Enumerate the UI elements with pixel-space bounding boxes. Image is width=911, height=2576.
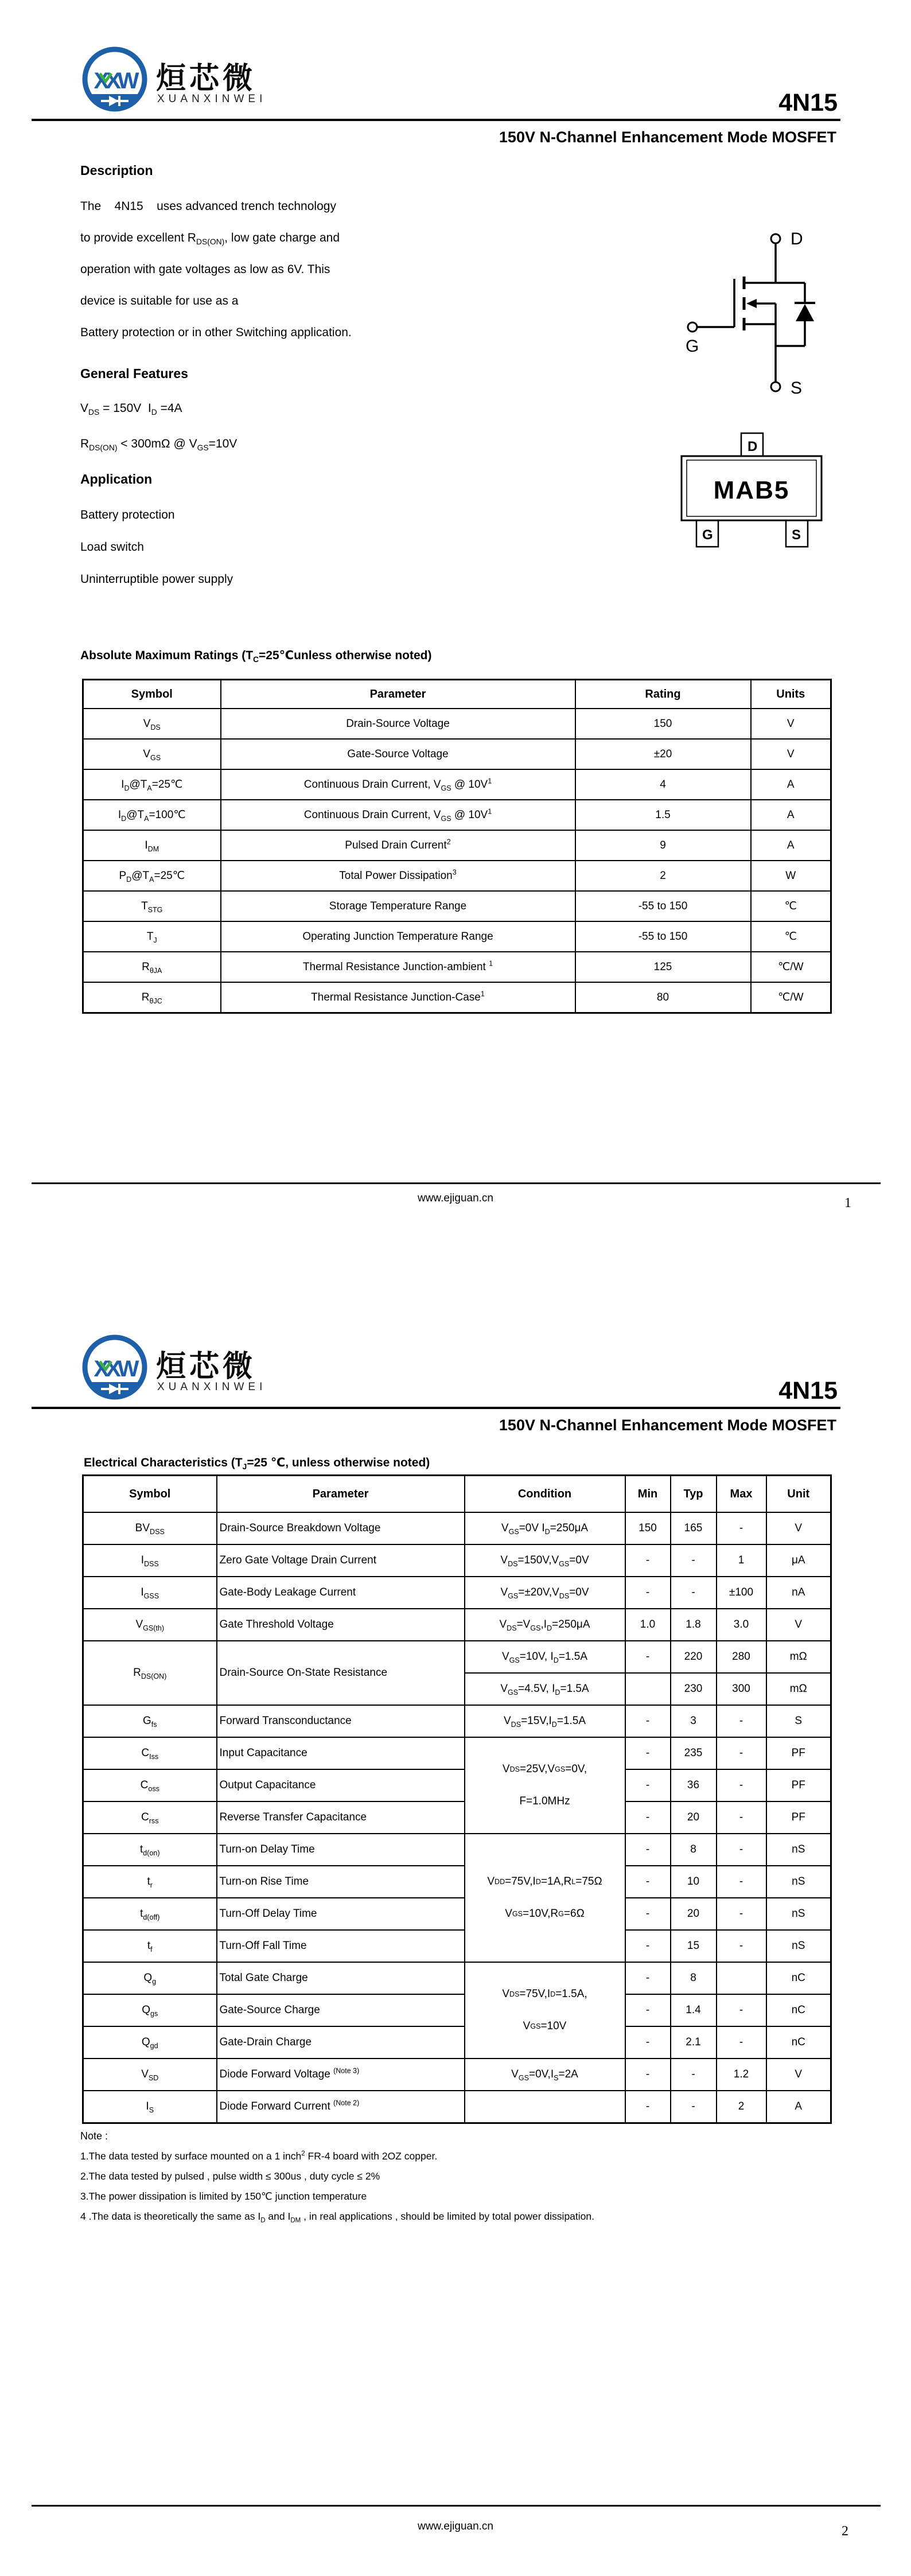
cell-typ: 20 <box>671 1801 717 1834</box>
notes-heading: Note : <box>80 2130 108 2142</box>
cell-max: - <box>717 1512 766 1544</box>
cell-max: - <box>717 1769 766 1801</box>
cell-symbol: $I_{GSS}$ <box>83 1577 217 1609</box>
table-row <box>83 1737 831 1769</box>
cell-symbol: $I_S$ <box>83 2091 217 2123</box>
cell-typ: 8 <box>671 1962 717 1994</box>
table-row <box>83 1834 831 1866</box>
cell-min: 150 <box>625 1512 671 1544</box>
cell-typ: 2.1 <box>671 2026 717 2059</box>
cell-condition <box>465 1834 625 1962</box>
feature-line: $R_{DS(ON)} < 300m\Omega$ @ $V_{GS}=10V$ <box>80 437 238 453</box>
cell-rating: 2 <box>575 861 751 891</box>
logo-text: XXW <box>94 1356 136 1382</box>
cell-parameter: Output Capacitance <box>217 1769 465 1801</box>
table-row <box>83 769 831 800</box>
cell-condition: $V_{DS}=15V,I_D=1.5A$ <box>465 1705 625 1737</box>
cell-max: - <box>717 2026 766 2059</box>
cell-min: - <box>625 1834 671 1866</box>
cell-units: A <box>751 830 831 861</box>
cell-max: - <box>717 1898 766 1930</box>
cell-parameter: Storage Temperature Range <box>221 891 575 921</box>
description-heading: Description <box>80 163 153 178</box>
cell-unit: PF <box>766 1801 831 1834</box>
cell-max: - <box>717 1994 766 2026</box>
cell-symbol: $V_{DS}$ <box>83 709 221 739</box>
cell-rating: -55 to 150 <box>575 921 751 952</box>
cell-symbol: $V_{GS(th)}$ <box>83 1609 217 1641</box>
cell-max: 280 <box>717 1641 766 1673</box>
cell-max: 3.0 <box>717 1609 766 1641</box>
note-item: 1.The data tested by surface mounted on a 1 inch$^2$ FR-4 board with 2OZ copper. <box>80 2150 438 2162</box>
table-row <box>83 1769 831 1801</box>
datasheet-page-2 <box>0 1288 911 2576</box>
cell-typ: 20 <box>671 1898 717 1930</box>
cell-max: - <box>717 1866 766 1898</box>
cell-rating: ±20 <box>575 739 751 769</box>
cell-symbol: $C_{rss}$ <box>83 1801 217 1834</box>
cell-parameter: Diode Forward Voltage $^{(Note 3)}$ <box>217 2059 465 2091</box>
cell-rating: 9 <box>575 830 751 861</box>
page-number: 1 <box>844 1196 851 1211</box>
abs-max-title: Absolute Maximum Ratings ($T_C=25℃unless$ otherwise noted) <box>80 649 432 664</box>
cell-typ: 220 <box>671 1641 717 1673</box>
footer-url: www.ejiguan.cn <box>417 2520 494 2532</box>
general-features-heading: General Features <box>80 366 188 381</box>
elec-header-row <box>83 1476 831 1513</box>
package-diagram <box>680 432 823 550</box>
feature-line: $V_{DS} = 150V$ $I_D =4A$ <box>80 402 182 417</box>
cell-units: V <box>751 739 831 769</box>
application-heading: Application <box>80 472 153 487</box>
footer-url: www.ejiguan.cn <box>417 1192 494 1204</box>
application-item: Load switch <box>80 540 144 554</box>
cell-typ: 36 <box>671 1769 717 1801</box>
cell-parameter: Input Capacitance <box>217 1737 465 1769</box>
cell-parameter: Gate-Source Voltage <box>221 739 575 769</box>
description-line: operation with gate voltages as low as 6V. This <box>80 263 330 276</box>
cell-typ: 235 <box>671 1737 717 1769</box>
cell-unit: PF <box>766 1769 831 1801</box>
column-header: Unit <box>766 1476 831 1513</box>
cell-symbol: $I_D@T_A=25℃$ <box>83 769 221 800</box>
general-features-section <box>80 402 237 473</box>
table-row <box>83 1609 831 1641</box>
cell-min: - <box>625 1866 671 1898</box>
brand-logo <box>80 45 149 115</box>
cell-parameter: Diode Forward Current $^{(Note 2)}$ <box>217 2091 465 2123</box>
terminal-label-drain: D <box>791 229 803 248</box>
cell-min: - <box>625 1930 671 1962</box>
cell-min: - <box>625 1994 671 2026</box>
cell-condition: $V_{GS}=\pm 20V,V_{DS}=0V$ <box>465 1577 625 1609</box>
table-row <box>83 739 831 769</box>
table-row <box>83 891 831 921</box>
cell-parameter: Total Gate Charge <box>217 1962 465 1994</box>
table-row <box>83 1866 831 1898</box>
cell-min: - <box>625 1898 671 1930</box>
cell-parameter: Gate-Body Leakage Current <box>217 1577 465 1609</box>
cell-rating: 150 <box>575 709 751 739</box>
cell-symbol: $I_D@T_A=100℃$ <box>83 800 221 830</box>
cell-units: V <box>751 709 831 739</box>
brand-logo <box>80 1333 149 1403</box>
cell-parameter: Continuous Drain Current, $V_{GS}$ @ $10V^1$ <box>221 769 575 800</box>
cell-unit: nS <box>766 1834 831 1866</box>
elec-char-table <box>82 1474 832 2124</box>
cell-rating: 1.5 <box>575 800 751 830</box>
terminal-label-gate: G <box>686 337 699 356</box>
cell-min: - <box>625 1737 671 1769</box>
cell-symbol: $R_{\theta JC}$ <box>83 982 221 1013</box>
column-header: Parameter <box>217 1476 465 1513</box>
table-row <box>83 1577 831 1609</box>
cell-typ: - <box>671 1544 717 1577</box>
condition-line: V GS =10V,R G =6Ω <box>505 1908 585 1920</box>
application-item: Battery protection <box>80 508 175 522</box>
cell-max: - <box>717 1705 766 1737</box>
cell-min: - <box>625 2091 671 2123</box>
brand-name-cn: 烜芯微 <box>156 62 256 95</box>
condition-line: F=1.0MHz <box>519 1795 570 1807</box>
condition-line: V GS =10V <box>523 2020 567 2032</box>
cell-unit: μA <box>766 1544 831 1577</box>
cell-min: - <box>625 1577 671 1609</box>
table-row <box>83 982 831 1013</box>
table-row <box>83 1801 831 1834</box>
cell-symbol: $I_{DM}$ <box>83 830 221 861</box>
cell-unit: V <box>766 2059 831 2091</box>
cell-parameter: Reverse Transfer Capacitance <box>217 1801 465 1834</box>
cell-typ: - <box>671 1577 717 1609</box>
column-header: Symbol <box>83 1476 217 1513</box>
cell-symbol: $t_{d(on)}$ <box>83 1834 217 1866</box>
cell-min <box>625 1673 671 1705</box>
package-pin-label-g: G <box>702 527 713 543</box>
cell-condition <box>465 2091 625 2123</box>
cell-parameter: Drain-Source Voltage <box>221 709 575 739</box>
elec-char-title: Electrical Characteristics ($T_J=25$ ℃, unless otherwise noted) <box>84 1456 430 1472</box>
cell-rating: 125 <box>575 952 751 982</box>
cell-unit: nC <box>766 1962 831 1994</box>
cell-units: ℃ <box>751 921 831 952</box>
cell-condition: $V_{GS}=4.5V$, $I_D=1.5A$ <box>465 1673 625 1705</box>
cell-typ: 230 <box>671 1673 717 1705</box>
cell-unit: nA <box>766 1577 831 1609</box>
cell-unit: V <box>766 1512 831 1544</box>
condition-line: V DD =75V,I D =1A,R L =75Ω <box>487 1875 602 1888</box>
brand-name-cn: 烜芯微 <box>156 1350 256 1383</box>
cell-condition: $V_{GS}=10V$, $I_D=1.5A$ <box>465 1641 625 1673</box>
cell-min: - <box>625 1641 671 1673</box>
cell-unit: mΩ <box>766 1641 831 1673</box>
cell-min: - <box>625 1769 671 1801</box>
mosfet-symbol-diagram <box>680 228 829 400</box>
cell-parameter: Gate-Drain Charge <box>217 2026 465 2059</box>
abs-max-table-body <box>83 709 831 1013</box>
cell-symbol: $V_{SD}$ <box>83 2059 217 2091</box>
column-header: Units <box>751 680 831 709</box>
package-pin-label-s: S <box>792 527 801 543</box>
note-item: 3.The power dissipation is limited by 150℃ junction temperature <box>80 2190 367 2202</box>
column-header: Max <box>717 1476 766 1513</box>
package-pin-label-d: D <box>748 439 758 454</box>
column-header: Rating <box>575 680 751 709</box>
cell-min: - <box>625 1962 671 1994</box>
cell-parameter: Pulsed Drain Current$^2$ <box>221 830 575 861</box>
cell-symbol: $C_{oss}$ <box>83 1769 217 1801</box>
description-line: device is suitable for use as a <box>80 294 239 308</box>
cell-max: 1.2 <box>717 2059 766 2091</box>
cell-rating: -55 to 150 <box>575 891 751 921</box>
notes-section <box>80 2130 594 2223</box>
mosfet-arrow-icon <box>746 299 757 308</box>
cell-min: - <box>625 1801 671 1834</box>
cell-symbol: $C_{Iss}$ <box>83 1737 217 1769</box>
cell-units: A <box>751 769 831 800</box>
body-diode-icon <box>796 304 814 321</box>
cell-parameter: Gate-Source Charge <box>217 1994 465 2026</box>
cell-units: ℃ <box>751 891 831 921</box>
cell-unit: nS <box>766 1866 831 1898</box>
table-row <box>83 830 831 861</box>
cell-parameter: Thermal Resistance Junction-ambient $^1$ <box>221 952 575 982</box>
cell-symbol: $Q_{gd}$ <box>83 2026 217 2059</box>
cell-unit: S <box>766 1705 831 1737</box>
cell-min: - <box>625 2026 671 2059</box>
brand-name-en: XUANXINWEI <box>157 1381 267 1393</box>
footer-rule <box>32 2505 881 2507</box>
cell-condition: $V_{DS}=V_{GS},I_D=250\mu A$ <box>465 1609 625 1641</box>
footer-rule <box>32 1182 881 1184</box>
cell-units: A <box>751 800 831 830</box>
description-section <box>80 200 352 357</box>
table-row <box>83 2059 831 2091</box>
cell-symbol: $t_f$ <box>83 1930 217 1962</box>
abs-max-header-row <box>83 680 831 709</box>
cell-symbol: $T_{STG}$ <box>83 891 221 921</box>
cell-symbol: $Q_{gs}$ <box>83 1994 217 2026</box>
table-row <box>83 921 831 952</box>
application-item: Uninterruptible power supply <box>80 573 233 586</box>
cell-unit: PF <box>766 1737 831 1769</box>
cell-typ: 8 <box>671 1834 717 1866</box>
cell-unit: nS <box>766 1930 831 1962</box>
cell-max: - <box>717 1834 766 1866</box>
cell-parameter: Zero Gate Voltage Drain Current <box>217 1544 465 1577</box>
description-line: The 4N15 uses advanced trench technology <box>80 200 336 213</box>
cell-condition: $V_{GS}=0V$ $I_D=250\mu A$ <box>465 1512 625 1544</box>
column-header: Typ <box>671 1476 717 1513</box>
cell-min: - <box>625 1705 671 1737</box>
cell-typ: - <box>671 2059 717 2091</box>
cell-unit: A <box>766 2091 831 2123</box>
cell-units: ℃/W <box>751 982 831 1013</box>
cell-condition: $V_{DS}=150V,V_{GS}=0V$ <box>465 1544 625 1577</box>
cell-rating: 4 <box>575 769 751 800</box>
cell-typ: 1.4 <box>671 1994 717 2026</box>
cell-parameter: Continuous Drain Current, $V_{GS}$ @ $10V^1$ <box>221 800 575 830</box>
cell-unit: nS <box>766 1898 831 1930</box>
cell-parameter: Total Power Dissipation$^3$ <box>221 861 575 891</box>
table-row <box>83 2026 831 2059</box>
table-row <box>83 1994 831 2026</box>
cell-parameter: Turn-on Delay Time <box>217 1834 465 1866</box>
part-subtitle: 150V N-Channel Enhancement Mode MOSFET <box>499 129 836 146</box>
cell-max: 1 <box>717 1544 766 1577</box>
cell-condition <box>465 1737 625 1834</box>
table-row <box>83 709 831 739</box>
cell-condition <box>465 1962 625 2059</box>
cell-symbol: $I_{DSS}$ <box>83 1544 217 1577</box>
condition-line: V DS =25V,V GS =0V, <box>502 1763 587 1775</box>
cell-unit: nC <box>766 2026 831 2059</box>
description-line: Battery protection or in other Switching application. <box>80 326 352 339</box>
cell-parameter: Turn-Off Fall Time <box>217 1930 465 1962</box>
cell-unit: mΩ <box>766 1673 831 1705</box>
cell-min: 1.0 <box>625 1609 671 1641</box>
part-number: 4N15 <box>778 1377 838 1404</box>
column-header: Symbol <box>83 680 221 709</box>
brand-name-en: XUANXINWEI <box>157 93 267 105</box>
cell-parameter: Drain-Source On-State Resistance <box>217 1641 465 1705</box>
cell-typ: - <box>671 2091 717 2123</box>
cell-unit: nC <box>766 1994 831 2026</box>
table-row <box>83 2091 831 2123</box>
cell-symbol: $t_{d(off)}$ <box>83 1898 217 1930</box>
table-row <box>83 1930 831 1962</box>
application-section <box>80 508 233 605</box>
cell-max: - <box>717 1737 766 1769</box>
cell-units: ℃/W <box>751 952 831 982</box>
cell-parameter: Turn-on Rise Time <box>217 1866 465 1898</box>
cell-units: W <box>751 861 831 891</box>
part-number: 4N15 <box>778 89 838 116</box>
cell-min: - <box>625 1544 671 1577</box>
cell-parameter: Operating Junction Temperature Range <box>221 921 575 952</box>
cell-max: - <box>717 1801 766 1834</box>
cell-parameter: Drain-Source Breakdown Voltage <box>217 1512 465 1544</box>
condition-line: V DS =75V,I D =1.5A, <box>502 1988 587 2000</box>
cell-max: - <box>717 1930 766 1962</box>
cell-max: 300 <box>717 1673 766 1705</box>
cell-symbol: $t_r$ <box>83 1866 217 1898</box>
cell-typ: 3 <box>671 1705 717 1737</box>
note-item: 2.The data tested by pulsed , pulse width ≤ 300us , duty cycle ≤ 2% <box>80 2170 380 2182</box>
cell-condition: $V_{GS}=0V,I_S=2A$ <box>465 2059 625 2091</box>
cell-symbol: $Q_g$ <box>83 1962 217 1994</box>
part-subtitle: 150V N-Channel Enhancement Mode MOSFET <box>499 1417 836 1434</box>
cell-symbol: $T_J$ <box>83 921 221 952</box>
cell-typ: 15 <box>671 1930 717 1962</box>
cell-typ: 1.8 <box>671 1609 717 1641</box>
column-header: Condition <box>465 1476 625 1513</box>
header-rule <box>32 119 840 121</box>
cell-max: ±100 <box>717 1577 766 1609</box>
cell-symbol: $R_{\theta JA}$ <box>83 952 221 982</box>
abs-max-table <box>82 679 832 1014</box>
cell-typ: 10 <box>671 1866 717 1898</box>
note-item: 4 .The data is theoretically the same as $I_D$ and $I_{DM}$ , in real applications , should be limited by total power dissipation. <box>80 2211 594 2224</box>
table-row <box>83 1544 831 1577</box>
description-line: to provide excellent $R_{DS(ON)}$, low gate charge and <box>80 231 340 247</box>
logo-text: XXW <box>94 68 136 94</box>
table-row <box>83 1962 831 1994</box>
cell-parameter: Turn-Off Delay Time <box>217 1898 465 1930</box>
cell-min: - <box>625 2059 671 2091</box>
cell-symbol: $BV_{DSS}$ <box>83 1512 217 1544</box>
column-header: Min <box>625 1476 671 1513</box>
header-rule <box>32 1407 840 1409</box>
cell-parameter: Thermal Resistance Junction-Case$^1$ <box>221 982 575 1013</box>
cell-symbol: $R_{DS(ON)}$ <box>83 1641 217 1705</box>
cell-symbol: $V_{GS}$ <box>83 739 221 769</box>
table-row <box>83 1705 831 1737</box>
table-row <box>83 800 831 830</box>
cell-parameter: Forward Transconductance <box>217 1705 465 1737</box>
cell-parameter: Gate Threshold Voltage <box>217 1609 465 1641</box>
package-name: MAB5 <box>713 476 790 504</box>
page-number: 2 <box>842 2524 848 2539</box>
table-row <box>83 1512 831 1544</box>
cell-rating: 80 <box>575 982 751 1013</box>
table-row <box>83 1641 831 1673</box>
terminal-label-source: S <box>791 379 803 398</box>
cell-symbol: $G_{fs}$ <box>83 1705 217 1737</box>
table-row <box>83 952 831 982</box>
table-row <box>83 1898 831 1930</box>
cell-symbol: $P_D@T_A=25℃$ <box>83 861 221 891</box>
cell-unit: V <box>766 1609 831 1641</box>
cell-max: 2 <box>717 2091 766 2123</box>
elec-table-body <box>83 1512 831 2123</box>
table-row <box>83 861 831 891</box>
column-header: Parameter <box>221 680 575 709</box>
cell-max <box>717 1962 766 1994</box>
cell-typ: 165 <box>671 1512 717 1544</box>
